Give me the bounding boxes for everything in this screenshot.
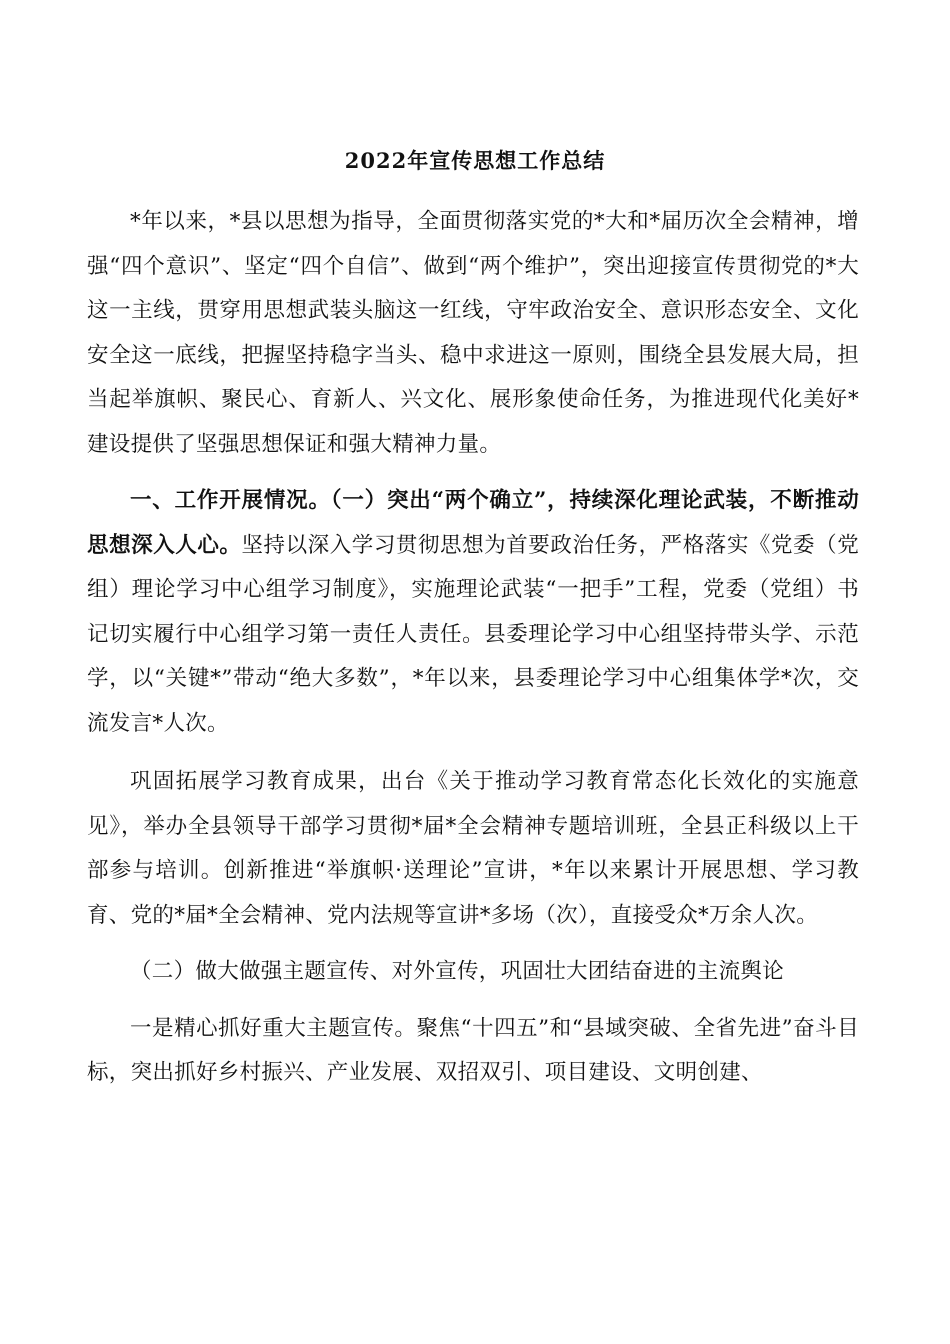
section-heading-one: 一、工作开展情况。（一）突出“两个确立”，持续深化理论武装，不断推动思想深入人心。	[87, 488, 859, 558]
paragraph-text: 一是精心抓好重大主题宣传。聚焦“十四五”和“县域突破、全省先进”奋斗目标，突出抓好乡村振兴、产业发展、双招双引、项目建设、文明创建、	[87, 1015, 859, 1085]
document-body	[87, 200, 859, 1108]
paragraph-text: 巩固拓展学习教育成果，出台《关于推动学习教育常态化长效化的实施意见》，举办全县领导干部学习贯彻*届*全会精神专题培训班，全县正科级以上干部参与培训。创新推进“举旗帜·送理论”宣讲，*年以来累计开展思想、学习教育、党的*届*全会精神、党内法规等宣讲*多场（次），直接受众*万余人次。	[87, 769, 859, 928]
paragraph-text: *年以来，*县以思想为指导，全面贯彻落实党的*大和*届历次全会精神，增强“四个意识”、坚定“四个自信”、做到“两个维护”，突出迎接宣传贯彻党的*大这一主线，贯穿用思想武装头脑这一红线，守牢政治安全、意识形态安全、文化安全这一底线，把握坚持稳字当头、稳中求进这一原则，围绕全县发展大局，担当起举旗帜、聚民心、育新人、兴文化、展形象使命任务，为推进现代化美好*建设提供了坚强思想保证和强大精神力量。	[87, 209, 859, 457]
paragraph-learning	[87, 760, 859, 938]
paragraph-intro	[87, 200, 859, 467]
paragraph-text: （二）做大做强主题宣传、对外宣传，巩固壮大团结奋进的主流舆论	[130, 959, 785, 984]
subsection-heading-two	[87, 950, 859, 995]
paragraph-section-one	[87, 479, 859, 746]
paragraph-theme-propaganda	[87, 1007, 859, 1096]
document-title: 2022年宣传思想工作总结	[344, 148, 606, 173]
paragraph-text: 坚持以深入学习贯彻思想为首要政治任务，严格落实《党委（党组）理论学习中心组学习制度》，实施理论武装“一把手”工程，党委（党组）书记切实履行中心组学习第一责任人责任。县委理论学习中心组坚持带头学、示范学，以“关键*”带动“绝大多数”，*年以来，县委理论学习中心组集体学*次，交流发言*人次。	[87, 532, 859, 736]
